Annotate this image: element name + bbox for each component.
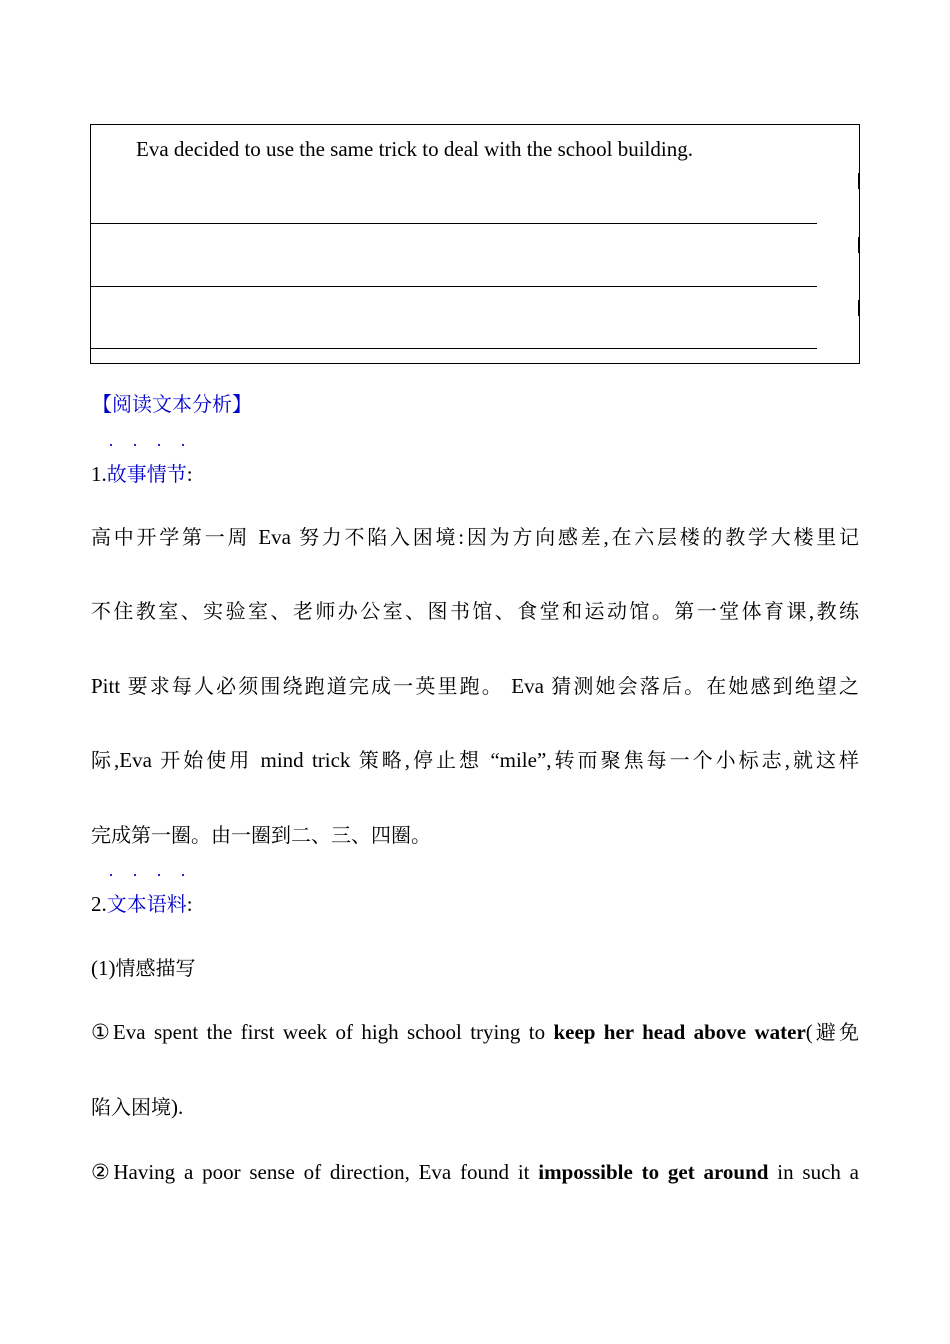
- section1-label: 故事情节: [106, 462, 187, 486]
- example-2-line-1: ②Having a poor sense of direction, Eva found it impossible to get around in such a: [91, 1160, 860, 1184]
- analysis-heading: 【阅读文本分析】: [92, 392, 252, 416]
- answer-line[interactable]: [91, 348, 817, 349]
- plot-line-4: 际,Eva 开始使用 mind trick 策略,停止想 “mile”,转而聚焦每一个小标志,就这样: [91, 748, 859, 772]
- subsection-emotion: (1)情感描写: [91, 956, 196, 980]
- plot-line-1: 高中开学第一周 Eva 努力不陷入困境:因为方向感差,在六层楼的教学大楼里记: [91, 525, 860, 549]
- key-phrase: keep her head above water: [553, 1020, 806, 1044]
- plot-line-2: 不住教室、实验室、老师办公室、图书馆、食堂和运动馆。第一堂体育课,教练: [91, 599, 860, 623]
- box-tick: [858, 173, 859, 189]
- plot-line-5: 完成第一圈。由一圈到二、三、四圈。: [91, 823, 431, 847]
- answer-line[interactable]: [91, 286, 817, 287]
- emphasis-dots: ····: [108, 865, 204, 885]
- section2-label: 文本语料: [106, 892, 187, 916]
- plot-line-3: Pitt 要求每人必须围绕跑道完成一英里跑。 Eva 猜测她会落后。在她感到绝望之: [91, 674, 860, 698]
- writing-box: [90, 124, 860, 364]
- section1-title: 1.故事情节:: [91, 462, 193, 486]
- writing-prompt: Eva decided to use the same trick to deal with the school building.: [136, 137, 693, 161]
- box-tick: [90, 173, 91, 189]
- example-1-line-2: 陷入困境).: [91, 1095, 184, 1119]
- box-tick: [90, 300, 91, 316]
- box-tick: [858, 237, 859, 253]
- answer-line[interactable]: [91, 223, 817, 224]
- key-phrase: impossible to get around: [538, 1160, 769, 1184]
- box-tick: [858, 300, 859, 316]
- section2-title: 2.文本语料:: [91, 892, 193, 916]
- example-1-line-1: ①Eva spent the first week of high school trying to keep her head above water(避免: [91, 1020, 860, 1044]
- emphasis-dots: ····: [108, 435, 204, 455]
- box-tick: [90, 237, 91, 253]
